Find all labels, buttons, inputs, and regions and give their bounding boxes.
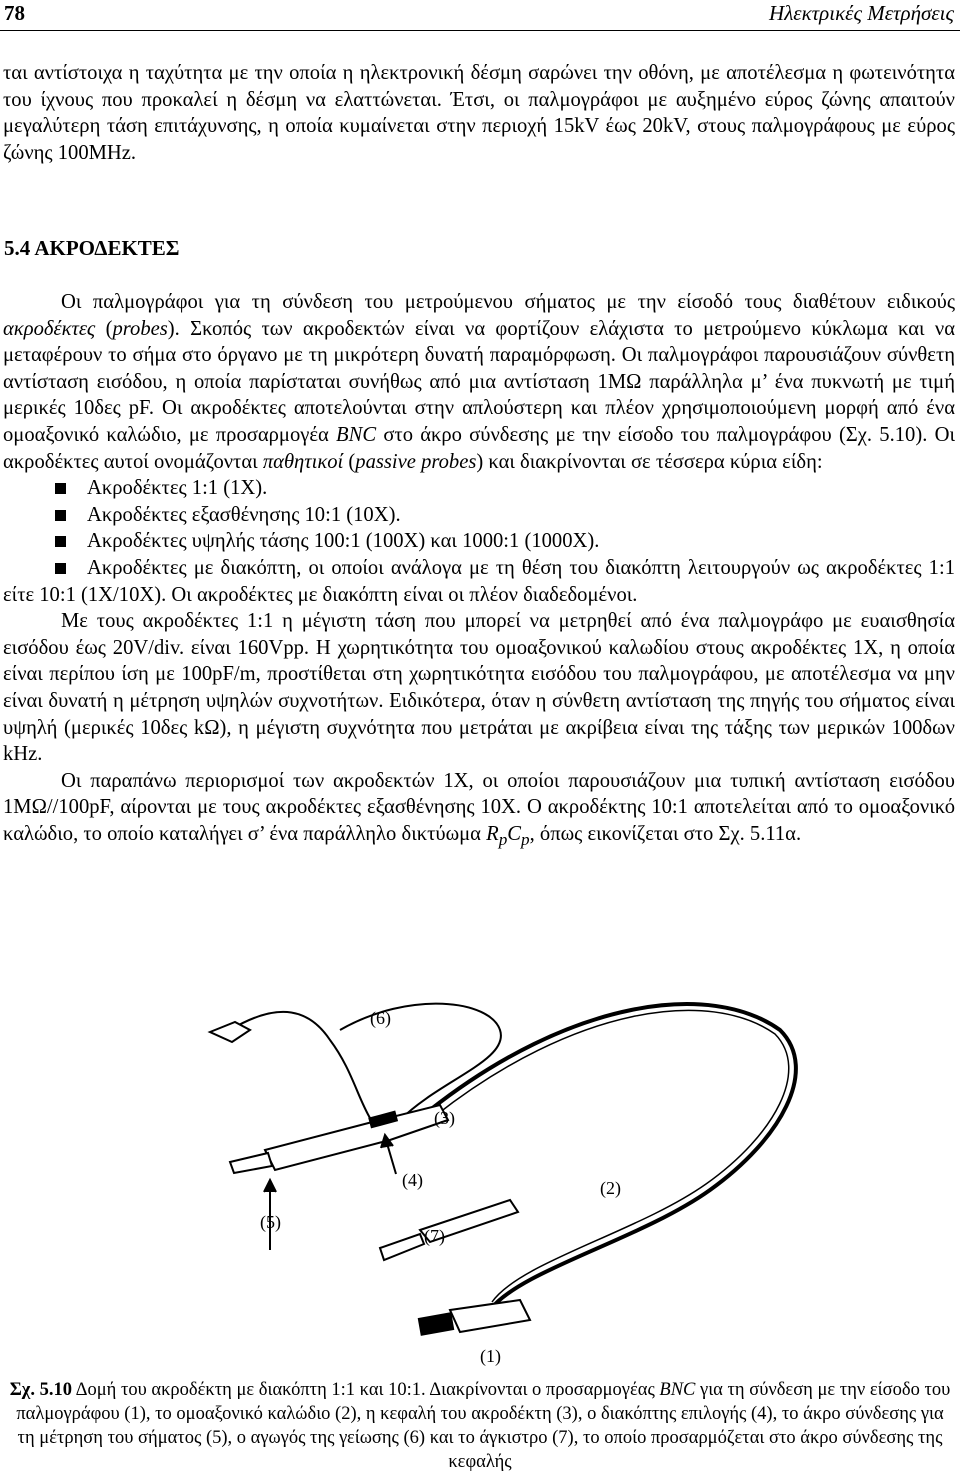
section-heading: 5.4 ΑΚΡΟΔΕΚΤΕΣ [4, 236, 180, 260]
bullet-text: Ακροδέκτες υψηλής τάσης 100:1 (100X) και 1000:1 (1000X). [87, 530, 600, 553]
page-number: 78 [4, 1, 25, 25]
caption-bnc: BNC [659, 1380, 696, 1400]
p1-text-e: ( [343, 450, 356, 473]
coaxial-cable-inner [435, 1010, 789, 1302]
p3-r: R [486, 822, 499, 845]
bullet-square-icon [55, 563, 66, 574]
probe-head [265, 1105, 448, 1170]
bullet-text: Ακροδέκτες 1:1 (1X). [87, 477, 268, 500]
label-7: (7) [424, 1226, 445, 1246]
running-title: Ηλεκτρικές Μετρήσεις [769, 1, 954, 25]
label-3: (3) [434, 1108, 455, 1128]
bnc-connector [450, 1300, 530, 1332]
p1-text-c: ). Σκοπός των ακροδεκτών είναι να φορτίζουν ελάχιστα το μετρούμενο κύκλωμα και να μεταφέρουν το σήμα στο όργανο με τη μικρότερη δυνατή παραμόρφωση. Οι παλμογράφοι παρουσιάζουν σύνθετη αντίσταση εισόδου, η οποία παρίσταται συνήθως από μια αντίσταση 1ΜΩ παράλληλα μ’ ένα πυκνωτή με τιμή μερικές 10δες pF. Οι ακροδέκτες αποτελούνται στην απλούστερη και πλέον χρησιμοποιούμενη μορφή από ένα ομοαξονικό καλώδιο, με προσαρμογέα [3, 317, 955, 446]
paragraph-1 [3, 289, 955, 475]
ground-lead [230, 1012, 390, 1140]
p1-bnc: BNC [336, 423, 377, 446]
p3-r-sub: p [498, 829, 508, 849]
p1-passive-en: passive probes [355, 450, 477, 473]
paragraph-3 [3, 768, 955, 854]
coaxial-cable [430, 1004, 796, 1310]
probe-figure [190, 970, 810, 1370]
label-2: (2) [600, 1178, 621, 1198]
p1-probes: probes [112, 317, 168, 340]
page-header [0, 0, 960, 31]
bullet-square-icon [55, 536, 66, 547]
bullet-item [3, 502, 955, 529]
label-4: (4) [402, 1170, 423, 1190]
figure-caption [6, 1378, 954, 1474]
p3-text-b: , όπως εικονίζεται στο Σχ. 5.11α. [529, 822, 802, 845]
p1-term: ακροδέκτες [3, 317, 96, 340]
caption-text-a: Δομή του ακροδέκτη με διακόπτη 1:1 και 10:1. Διακρίνονται ο προσαρμογέας [71, 1380, 660, 1400]
p1-passive: παθητικοί [262, 450, 344, 473]
p1-text-d: στο άκρο σύνδεσης με την είσοδο του παλμογράφου (Σχ. 5.10). Οι ακροδέκτες αυτοί ονομάζονται [3, 423, 955, 473]
bullet-item [3, 528, 955, 555]
p3-text-a: Οι παραπάνω περιορισμοί των ακροδεκτών 1X, οι οποίοι παρουσιάζουν μια τυπική αντίσταση εισόδου 1ΜΩ//100pF, αίρονται με τους ακροδέκτες εξασθένησης 10X. Ο ακροδέκτης 10:1 αποτελείται από το ομοαξονικό καλώδιο, το οποίο καταλήγει σ’ ένα παράλληλο δικτύωμα [3, 769, 955, 845]
label-1: (1) [480, 1346, 501, 1366]
p3-c-sub: p [521, 829, 530, 849]
caption-number: Σχ. 5.10 [9, 1380, 72, 1400]
paragraph-2: Με τους ακροδέκτες 1:1 η μέγιστη τάση που μπορεί να μετρηθεί από ένα παλμογράφο με ευαισθησία εισόδου έως 20V/div. είναι 160Vpp. Η χωρητικότητα του ομοαξονικού καλωδίου στους ακροδέκτες 1X, η οποία είναι περίπου ίση με 100pF/m, προστίθεται στη χωρητικότητα εισόδου του παλμογράφου, με αποτέλεσμα να μην είναι δυνατή η μέτρηση υψηλών συχνοτήτων. Ειδικότερα, όταν η σύνθετη αντίσταση της πηγής του σήματος είναι υψηλή (μερικές 10δες kΩ), η μέγιστη συχνότητα που μετράται με ακρίβεια είναι της τάξης των μερικών 100δων kHz. [3, 610, 955, 766]
p1-text-f: ) και διακρίνονται σε τέσσερα κύρια είδη: [476, 450, 823, 473]
bullet-item [3, 555, 955, 608]
bullet-text: Ακροδέκτες εξασθένησης 10:1 (10X). [87, 503, 401, 526]
bullet-text: Ακροδέκτες με διακόπτη, οι οποίοι ανάλογα με τη θέση του διακόπτη λειτουργούν ως ακροδέκτες 1:1 είτε 10:1 (1X/10X). Οι ακροδέκτες με διακόπτη είναι οι πλέον διαδεδομένοι. [3, 556, 955, 606]
bullet-square-icon [55, 510, 66, 521]
bullet-item [3, 475, 955, 502]
section-body [3, 289, 955, 854]
probe-illustration [190, 970, 810, 1370]
caption-text-b: για τη σύνδεση με την είσοδο του παλμογράφου (1), το ομοαξονικό καλώδιο (2), η κεφαλή του ακροδέκτη (3), ο διακόπτης επιλογής (4), το άκρο σύνδεσης για τη μέτρηση του σήματος (5), ο αγωγός της γείωσης (6) και το άγκιστρο (7), το οποίο προσαρμόζεται στο άκρο σύνδεσης της κεφαλής [16, 1380, 951, 1472]
bullet-square-icon [55, 483, 66, 494]
intro-paragraph [3, 60, 955, 166]
p3-c: C [507, 822, 522, 845]
label-6: (6) [370, 1008, 391, 1028]
label-5: (5) [260, 1212, 281, 1232]
intro-text: ται αντίστοιχα η ταχύτητα με την οποία η ηλεκτρονική δέσμη σαρώνει την οθόνη, με αποτέλεσμα η φωτεινότητα του ίχνους που προκαλεί η δέσμη να ελαττώνεται. Έτσι, οι παλμογράφοι με αυξημένο εύρος ζώνης απαιτούν μεγαλύτερη τάση επιτάχυνσης, η οποία κυμαίνεται στην περιοχή 15kV έως 20kV, στους παλμογράφους με εύρος ζώνης 100MHz. [3, 62, 955, 164]
ground-wire [340, 1004, 501, 1120]
alligator-clip [210, 1022, 250, 1042]
p1-text-b: ( [95, 317, 113, 340]
p1-text-a: Οι παλμογράφοι για τη σύνδεση του μετρούμενου σήματος με την είσοδό τους διαθέτουν ειδικούς [61, 291, 955, 313]
probe-tip [230, 1153, 272, 1173]
